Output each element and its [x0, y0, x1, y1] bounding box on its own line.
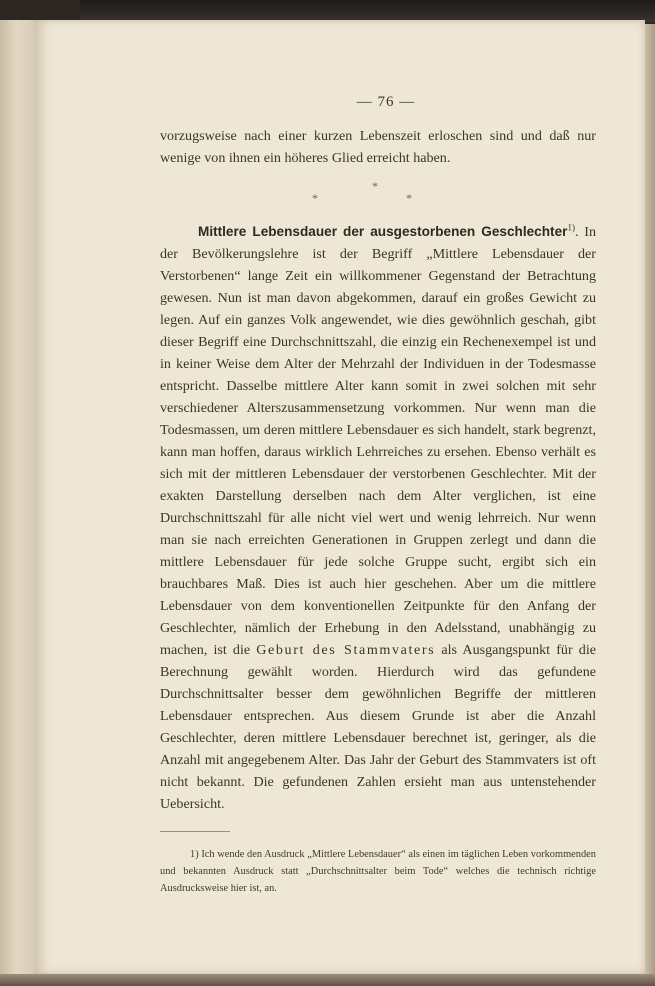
- footnote-text: Ich wende den Ausdruck „Mittlere Lebensdauer“ als einen im täglichen Leben vorkommenden und bekannten Ausdruck statt „Durchschnittsalter beim Tode“ welches die technisch richtige Ausdrucksweise hier ist, an.: [160, 849, 596, 894]
- footnote: [160, 846, 596, 897]
- main-paragraph: [160, 221, 596, 815]
- page-number: — 76 —: [356, 94, 416, 110]
- scan-background-bottom: [0, 974, 655, 986]
- section-separator: [160, 179, 596, 213]
- separator-star: *: [312, 191, 318, 205]
- section-heading: Mittlere Lebensdauer der ausgestorbenen Geschlechter: [198, 224, 568, 239]
- page-content: [160, 94, 596, 897]
- footnote-reference: 1): [567, 222, 575, 233]
- separator-star: *: [372, 179, 378, 193]
- footnote-marker: 1): [190, 849, 199, 860]
- emphasized-phrase: Geburt des Stammvaters: [256, 642, 436, 658]
- book-binding-edge: [0, 20, 38, 974]
- opening-paragraph: vorzugsweise nach einer kurzen Lebenszeit erloschen sind und daß nur wenige von ihnen ein höheres Glied erreicht haben.: [160, 128, 596, 166]
- main-text-part2: als Ausgangspunkt für die Berechnung gewählt worden. Hierdurch wird das gefundene Durchschnittsalter besser dem gewöhnlichen Begriffe der mittleren Lebensdauer entsprechen. Aus diesem Grunde ist aber die Anzahl Geschlechter, deren mittlere Lebensdauer berechnet ist, geringer, als die Anzahl mit angegebenem Alter. Das Jahr der Geburt des Stammvaters ist oft nicht bekannt. Die gefundenen Zahlen ersieht man aus untenstehender Uebersicht.: [160, 642, 596, 812]
- main-text-part1: . In der Bevölkerungslehre ist der Begriff „Mittlere Lebensdauer der Verstorbenen“ lange Zeit ein willkommener Gegenstand der Betrachtung gewesen. Nun ist man davon abgekommen, darauf ein großes Gewicht zu legen. Auf ein ganzes Volk angewendet, wie dies gewöhnlich geschah, gibt dieser Begriff eine Durchschnittszahl, die einzig ein Rechenexempel ist und in keiner Weise dem Alter der Mehrzahl der Individuen in der Todesmasse entspricht. Dasselbe mittlere Alter kann somit in zwei solchen mit sehr verschiedener Alterszusammensetzung vorkommen. Nur wenn man die Todesmassen, um deren mittlere Lebensdauer es sich handelt, stark begrenzt, kann man hoffen, daraus wirklich Lehrreiches zu ersehen. Ebenso verhält es sich mit der mittleren Lebensdauer der verstorbenen Geschlechter. Mit der exakten Darstellung derselben nach dem Alter verglichen, ist eine Durchschnittszahl für alle nicht viel wert und wenig lehrreich. Nur wenn man sie nach erreichten Generationen in Gruppen zerlegt und dann die mittlere Lebensdauer für jede solche Gruppe sucht, ergibt sich ein brauchbares Maß. Dies ist auch hier geschehen. Aber um die mittlere Lebensdauer von dem konventionellen Zeitpunkte für den Anfang der Geschlechter, nämlich der Erhebung in den Adelsstand, unabhängig zu machen, ist die: [160, 224, 596, 658]
- footnote-divider: [160, 831, 230, 832]
- scan-background-top: [80, 0, 655, 22]
- separator-star: *: [406, 191, 412, 205]
- page-right-edge: [645, 24, 655, 974]
